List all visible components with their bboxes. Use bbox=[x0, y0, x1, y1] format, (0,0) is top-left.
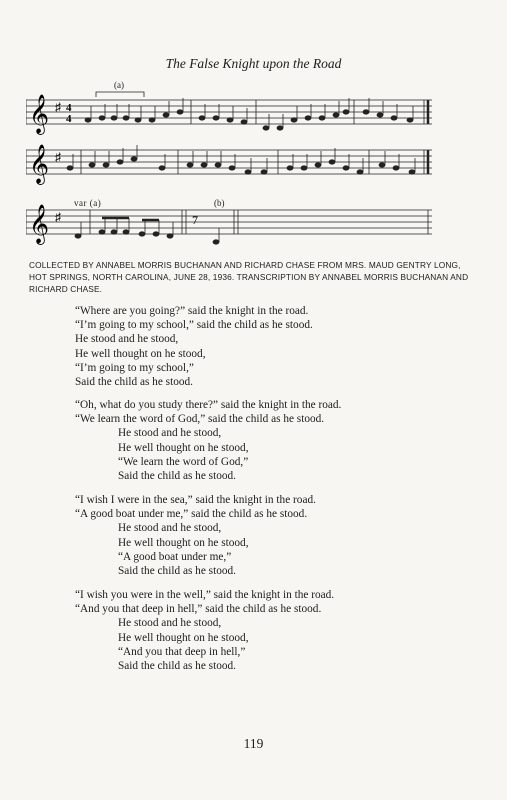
verse-line: “I’m going to my school,” said the child as he stood. bbox=[75, 319, 313, 332]
verse-line: “A good boat under me,” bbox=[118, 550, 232, 563]
verse-line: “And you that deep in hell,” said the child as he stood. bbox=[75, 603, 322, 616]
svg-text:4: 4 bbox=[66, 113, 72, 125]
verse-line: He stood and he stood, bbox=[118, 617, 222, 630]
svg-text:♯: ♯ bbox=[55, 100, 61, 114]
svg-text:♯: ♯ bbox=[55, 210, 61, 224]
svg-text:7: 7 bbox=[192, 213, 198, 227]
staff-1-notation bbox=[26, 84, 434, 138]
stanza-2 bbox=[75, 398, 341, 483]
verse-line: “We learn the word of God,” said the child as he stood. bbox=[75, 413, 325, 426]
collection-credit: COLLECTED BY ANNABEL MORRIS BUCHANAN AND RICHARD CHASE FROM MRS. MAUD GENTRY LONG, HOT SPRINGS, NORTH CAROLINA, JUNE 28, 1936. TRANSCRIPTION BY ANNABEL MORRIS BUCHANAN AND RICHARD CHASE. bbox=[29, 260, 469, 294]
verse-line: He well thought on he stood, bbox=[75, 347, 206, 360]
music-staff-2 bbox=[26, 142, 434, 188]
verse-line: “Where are you going?” said the knight in the road. bbox=[75, 305, 309, 317]
stanza-4 bbox=[75, 588, 334, 673]
verse-line: He well thought on he stood, bbox=[118, 441, 249, 454]
verse-line: He stood and he stood, bbox=[118, 522, 222, 535]
verse-line: “And you that deep in hell,” bbox=[118, 645, 246, 658]
stanza-1 bbox=[75, 304, 313, 389]
music-staff-1 bbox=[26, 80, 434, 138]
verse-line: “I wish I were in the sea,” said the knight in the road. bbox=[75, 494, 316, 506]
verse-line: He stood and he stood, bbox=[118, 427, 222, 440]
svg-text:𝄞: 𝄞 bbox=[29, 94, 50, 134]
svg-text:𝄞: 𝄞 bbox=[29, 144, 50, 184]
verse-line: “I wish you were in the well,” said the knight in the road. bbox=[75, 589, 335, 601]
song-title: The False Knight upon the Road bbox=[165, 56, 342, 71]
verse-line: “Oh, what do you study there?” said the knight in the road. bbox=[75, 399, 342, 411]
svg-text:♯: ♯ bbox=[55, 150, 61, 164]
verse-line: “A good boat under me,” said the child as he stood. bbox=[75, 508, 308, 521]
verse-line: He stood and he stood, bbox=[75, 333, 179, 346]
verse-line: “I’m going to my school,” bbox=[75, 361, 194, 374]
staff-2-notation bbox=[26, 142, 434, 188]
bracket-mark-b: (b) bbox=[214, 198, 225, 208]
music-staff-3 bbox=[26, 198, 434, 250]
svg-text:4: 4 bbox=[66, 102, 72, 114]
staff-3-notation bbox=[26, 202, 434, 250]
verse-line: Said the child as he stood. bbox=[118, 565, 236, 578]
bracket-mark-a: (a) bbox=[114, 80, 124, 90]
stanza-3 bbox=[75, 493, 316, 578]
page-number: 119 bbox=[243, 736, 264, 751]
verse-line: Said the child as he stood. bbox=[118, 660, 236, 673]
verse-line: “We learn the word of God,” bbox=[118, 455, 249, 468]
verse-line: He well thought on he stood, bbox=[118, 631, 249, 644]
verse-line: He well thought on he stood, bbox=[118, 536, 249, 549]
verse-line: Said the child as he stood. bbox=[118, 470, 236, 483]
svg-text:𝄞: 𝄞 bbox=[29, 204, 50, 244]
verse-line: Said the child as he stood. bbox=[75, 376, 193, 389]
var-mark: var (a) bbox=[74, 198, 102, 208]
